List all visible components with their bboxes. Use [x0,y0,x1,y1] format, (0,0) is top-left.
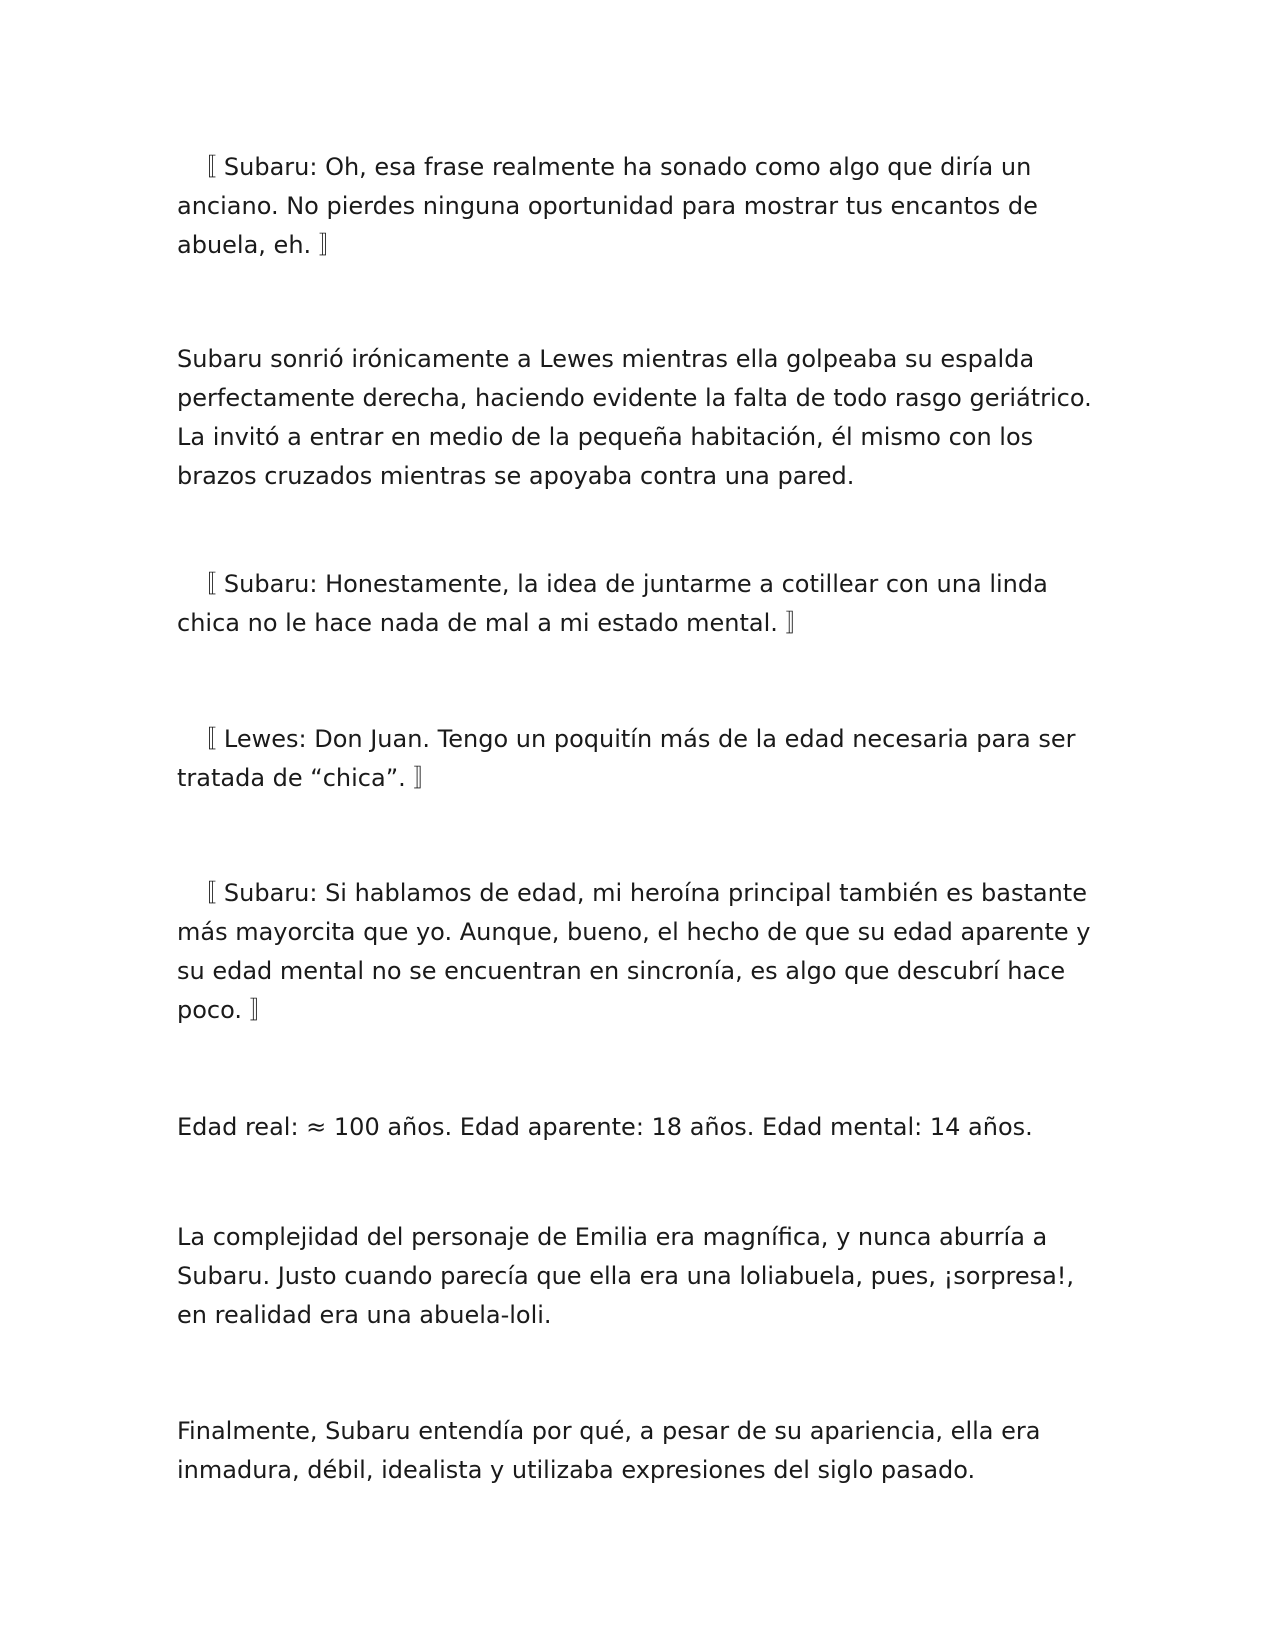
paragraph-lewes-don-juan: 〚 Lewes: Don Juan. Tengo un poquitín más de la edad necesaria para ser tratada de “chica”. 〛 [177,725,1076,792]
paragraph-complejidad-emilia: La complejidad del personaje de Emilia era magnífica, y nunca aburría a Subaru. Justo cuando parecía que ella era una loliabuela, pues, ¡sorpresa!, en realidad era una abuela-loli. [177,1223,1075,1329]
paragraph-subaru-sonrio: Subaru sonrió irónicamente a Lewes mientras ella golpeaba su espalda perfectamente derecha, haciendo evidente la falta de todo rasgo geriátrico. La invitó a entrar en medio de la pequeña habitación, él mismo con los brazos cruzados mientras se apoyaba contra una pared. [177,345,1092,490]
paragraph-subaru-edad: 〚 Subaru: Si hablamos de edad, mi heroína principal también es bastante más mayorcita que yo. Aunque, bueno, el hecho de que su edad aparente y su edad mental no se encuentran en sincronía, es algo que descubrí hace poco. 〛 [177,879,1091,1024]
paragraph-edad-real: Edad real: ≈ 100 años. Edad aparente: 18 años. Edad mental: 14 años. [177,1113,1033,1141]
paragraph-subaru-anciano: 〚 Subaru: Oh, esa frase realmente ha sonado como algo que diría un anciano. No pierdes ninguna oportunidad para mostrar tus encantos de abuela, eh. 〛 [177,153,1038,259]
paragraph-subaru-honestamente: 〚 Subaru: Honestamente, la idea de juntarme a cotillear con una linda chica no le hace nada de mal a mi estado mental. 〛 [177,570,1048,637]
paragraph-finalmente: Finalmente, Subaru entendía por qué, a pesar de su apariencia, ella era inmadura, débil, idealista y utilizaba expresiones del siglo pasado. [177,1417,1041,1484]
